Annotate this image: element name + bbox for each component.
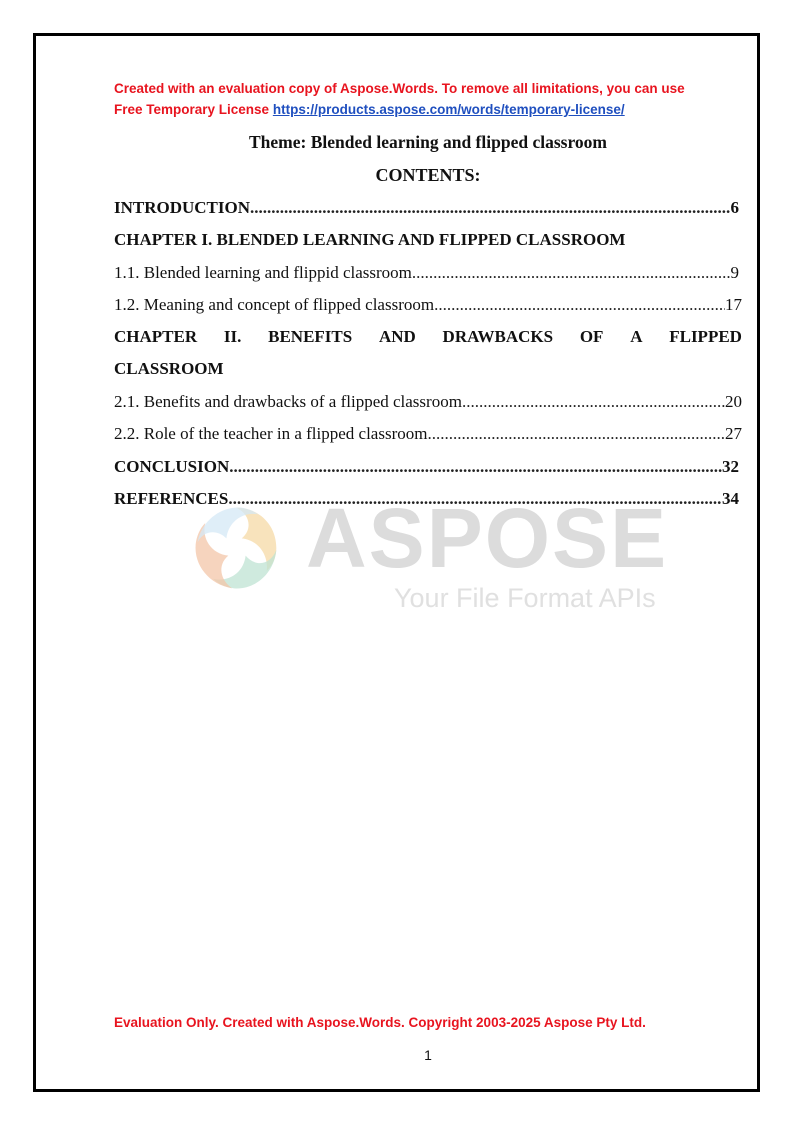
chapter-2-word: FLIPPED [669, 327, 742, 346]
temporary-license-link[interactable]: https://products.aspose.com/words/temporary-license/ [272, 102, 625, 117]
toc-entry-chapter-2-line2[interactable]: CLASSROOM [114, 359, 224, 378]
toc-page-number: 6 [730, 198, 739, 217]
toc-entry-1-1[interactable] [114, 263, 739, 283]
chapter-2-word: II. [223, 327, 242, 346]
toc-leader-dots [434, 295, 725, 315]
toc-entry-conclusion[interactable] [114, 457, 739, 477]
toc-leader-dots [229, 457, 722, 477]
page-number: 1 [424, 1047, 432, 1063]
toc-label: 2.2. Role of the teacher in a flipped classroom [114, 424, 428, 443]
aspose-swirl-logo-icon [188, 500, 284, 596]
toc-label: INTRODUCTION [114, 198, 251, 217]
chapter-2-word: CHAPTER [114, 327, 198, 346]
toc-page-number: 17 [725, 295, 742, 314]
toc-leader-dots [250, 198, 730, 218]
toc-label: 1.2. Meaning and concept of flipped classroom [114, 295, 435, 314]
evaluation-notice [114, 78, 754, 120]
free-license-label: Free Temporary License [114, 102, 270, 117]
toc-leader-dots [228, 489, 722, 509]
watermark-tagline: Your File Format APIs [394, 583, 656, 613]
toc-entry-chapter-1[interactable]: CHAPTER I. BLENDED LEARNING AND FLIPPED CLASSROOM [114, 230, 626, 249]
toc-entry-2-2[interactable] [114, 424, 742, 444]
toc-leader-dots [427, 424, 725, 444]
toc-page-number: 9 [730, 263, 739, 282]
chapter-2-word: A [630, 327, 643, 346]
toc-page-number: 34 [722, 489, 739, 508]
contents-heading: CONTENTS: [375, 165, 481, 185]
toc-label: 2.1. Benefits and drawbacks of a flipped classroom [114, 392, 462, 411]
toc-label: REFERENCES [114, 489, 229, 508]
toc-entry-1-2[interactable] [114, 295, 742, 315]
document-theme: Theme: Blended learning and flipped classroom [249, 132, 607, 152]
toc-page-number: 32 [722, 457, 739, 476]
chapter-2-word: OF [579, 327, 604, 346]
toc-entry-2-1[interactable] [114, 392, 742, 412]
evaluation-notice-line1: Created with an evaluation copy of Aspose.Words. To remove all limitations, you can use [114, 81, 685, 96]
toc-label: CONCLUSION [114, 457, 230, 476]
chapter-2-word: AND [378, 327, 416, 346]
toc-leader-dots [462, 392, 725, 412]
toc-page-number: 27 [725, 424, 742, 443]
toc-entry-introduction[interactable] [114, 198, 739, 218]
watermark-wordmark: ASPOSE [306, 491, 669, 585]
chapter-2-word: DRAWBACKS [442, 327, 554, 346]
evaluation-notice-line2 [114, 99, 754, 120]
aspose-watermark [188, 490, 688, 620]
chapter-2-word: BENEFITS [268, 327, 353, 346]
toc-entry-chapter-2[interactable] [114, 327, 742, 347]
toc-label: 1.1. Blended learning and flippid classroom [114, 263, 412, 282]
toc-entry-references[interactable] [114, 489, 739, 509]
toc-leader-dots [412, 263, 731, 283]
toc-page-number: 20 [725, 392, 742, 411]
evaluation-footer: Evaluation Only. Created with Aspose.Words. Copyright 2003-2025 Aspose Pty Ltd. [114, 1015, 646, 1030]
